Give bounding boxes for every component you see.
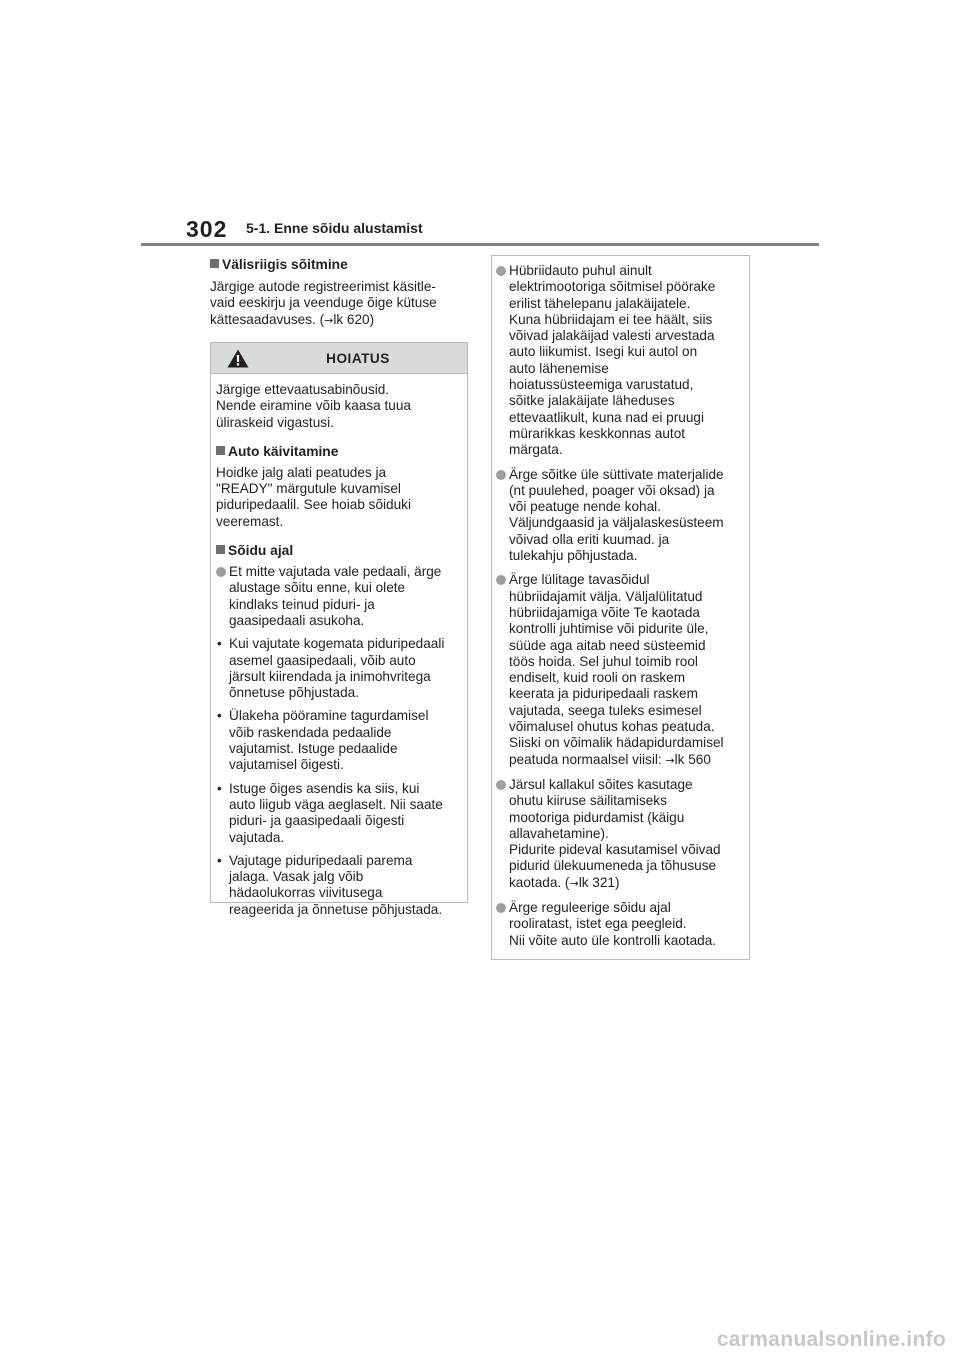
warning-intro: Järgige ettevaatusabinõusid. Nende eiramine võib kaasa tuua üliraskeid vigastusi. — [216, 382, 411, 430]
warning-body — [211, 374, 467, 918]
sub-list-item — [216, 853, 463, 918]
list-item-text: Ärge sõitke üle süttivate materjalide (nt puulehed, poager või oksad) ja või peatuge nende kohal. Väljundgaasid ja väljalaskesüsteem võivad olla eriti kuumad. ja tulekahju põhjustada. — [509, 466, 724, 564]
bullet-icon: • — [217, 708, 222, 724]
square-bullet-icon — [216, 545, 225, 554]
bullet-dot-icon — [496, 903, 506, 913]
sub-list-item-text: Vajutage piduripedaali parema jalaga. Vasak jalg võib hädaolukorras viivitusega reageerida ja õnnetuse põhjustada. — [229, 852, 443, 917]
section-heading — [210, 256, 470, 273]
warning-triangle-icon — [227, 349, 249, 368]
list-item-text: Hübriidauto puhul ainult elektrimootoriga sõitmisel pöörake erilist tähelepanu jalakäijatele. Kuna hübriidajam ei tee häält, siis võivad jalakäijad valesti arvestada auto liikumist. Isegi kui autol on auto lähenemise hoiatussüsteemiga varustatud, sõitke jalakäijate läheduses ettevaatlikult, kuna nad ei pruugi mürarikkas keskkonnas autot märgata. — [509, 263, 716, 458]
intro-text: Järgige autode registreerimist käsitle- vaid eeskirju ja veenduge õige kütuse kättesaadavuses. ( — [210, 279, 437, 327]
page-reference-link[interactable]: lk 321) — [578, 874, 620, 890]
bullet-dot-icon — [216, 567, 226, 577]
bullet-icon: • — [217, 780, 222, 796]
page-reference-link[interactable]: lk 620) — [333, 311, 375, 327]
subheading-text: Auto käivitamine — [228, 443, 339, 459]
list-item — [496, 900, 745, 949]
arrow-right-icon: → — [569, 876, 579, 890]
page-number: 302 — [186, 216, 228, 242]
bullet-dot-icon — [496, 470, 506, 480]
warning-title: HOIATUS — [326, 350, 390, 366]
arrow-right-icon: → — [324, 313, 334, 327]
list-item-text: Järsul kallakul sõites kasutage ohutu kiiruse säilitamiseks mootoriga pidurdamist (käigu allavahetamine). Pidurite pideval kasutamisel võivad pidurid ülekuumeneda ja tõhususe kaotada. ( — [509, 776, 721, 890]
bullet-dot-icon — [496, 780, 506, 790]
subheading-driving — [216, 542, 463, 559]
sub-list-item — [216, 708, 463, 773]
square-bullet-icon — [216, 446, 225, 455]
bullet-dot-icon — [496, 266, 506, 276]
sub-list-item — [216, 781, 463, 846]
header-divider — [141, 243, 819, 246]
arrow-right-icon: → — [665, 753, 675, 767]
list-item — [496, 777, 745, 892]
left-column — [210, 256, 470, 329]
warning-continuation-box — [491, 255, 750, 960]
list-item — [216, 564, 463, 629]
intro-paragraph — [210, 279, 470, 329]
section-title: 5-1. Enne sõidu alustamist — [246, 220, 423, 236]
square-bullet-icon — [210, 259, 219, 268]
page-header — [0, 0, 960, 250]
warning-box — [210, 342, 468, 917]
page-reference-link[interactable]: lk 560 — [674, 751, 711, 767]
subheading-text: Sõidu ajal — [228, 543, 294, 559]
sub-list-item-text: Istuge õiges asendis ka siis, kui auto liigub väga aeglaselt. Nii saate piduri- ja gaasipedaali õigesti vajutada. — [229, 780, 443, 845]
bullet-icon: • — [217, 852, 222, 868]
heading-text: Välisriigis sõitmine — [222, 257, 348, 272]
subheading-starting — [216, 443, 463, 460]
list-item — [496, 572, 745, 769]
list-item-text: Ärge lülitage tavasõidul hübriidajamit välja. Väljalülitatud hübriidajamiga võite Te kaotada kontrolli juhtimise või pidurite üle, süüde aga aitab need süsteemid töös hoida. Sel juhul toimib rool endiselt, kuid rooli on raskem keerata ja piduripedaali raskem vajutada, seega tuleks esimesel võimalusel ohutus kohas peatuda. Siiski on võimalik hädapidurdamisel peatuda normaalsel viisil: — [509, 572, 724, 767]
warning-header — [211, 343, 467, 374]
sub-list-item — [216, 636, 463, 701]
list-item — [496, 263, 745, 459]
watermark: carmanualsonline.info — [716, 1328, 946, 1351]
sub-list-item-text: Ülakeha pööramine tagurdamisel võib raskendada pedaalide vajutamist. Istuge pedaalide vajutamisel õigesti. — [229, 708, 429, 773]
starting-text: Hoidke jalg alati peatudes ja "READY" märgutule kuvamisel piduripedaalil. See hoiab sõiduki veeremast. — [216, 464, 411, 529]
list-item — [496, 467, 745, 565]
list-item-text: Et mitte vajutada vale pedaali, ärge alustage sõitu enne, kui olete kindlaks teinud piduri- ja gaasipedaali asukoha. — [229, 564, 442, 628]
list-item-text: Ärge reguleerige sõidu ajal rooliratast, istet ega peegleid. Nii võite auto üle kontrolli kaotada. — [509, 899, 717, 948]
sub-list-item-text: Kui vajutate kogemata piduripedaali asemel gaasipedaali, võib auto järsult kiirendada ja inimohvritega õnnetuse põhjustada. — [229, 636, 445, 701]
bullet-icon: • — [217, 636, 222, 652]
bullet-dot-icon — [496, 575, 506, 585]
